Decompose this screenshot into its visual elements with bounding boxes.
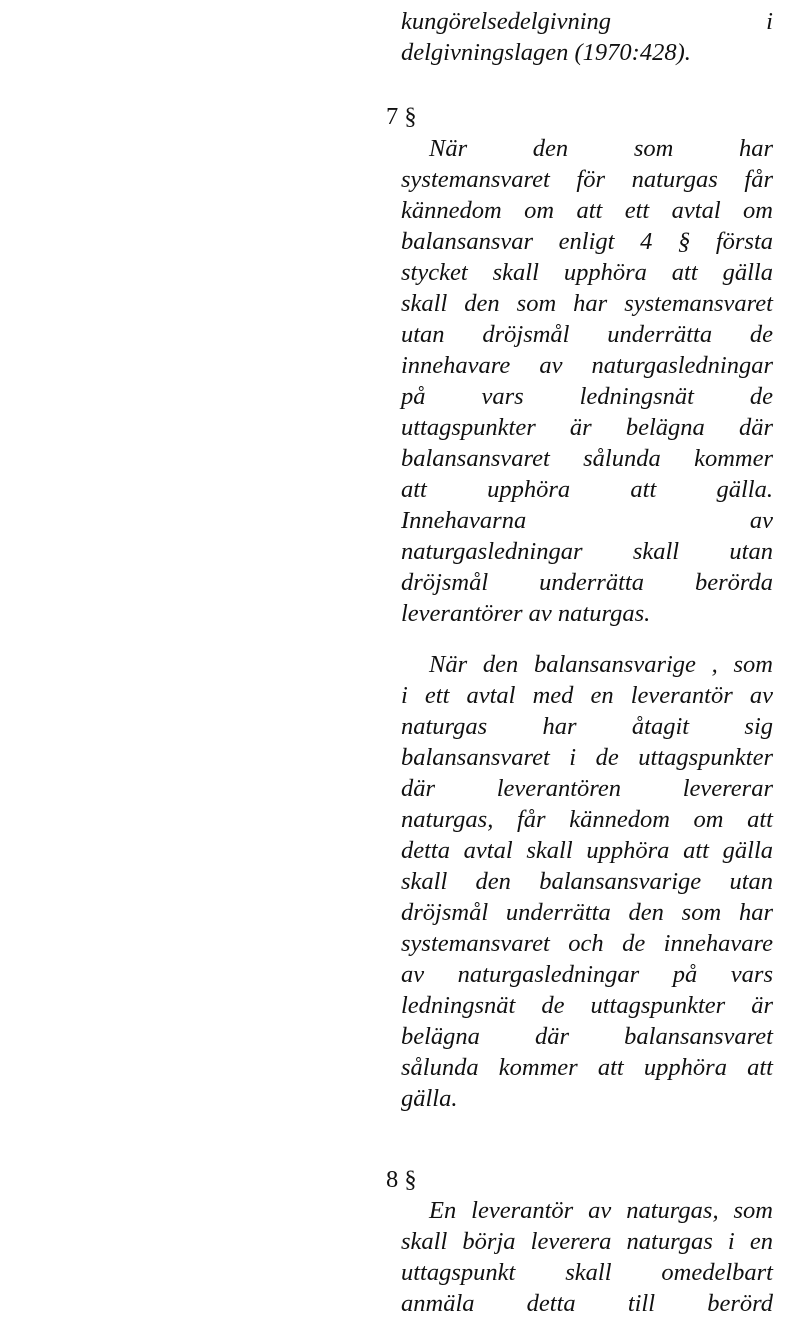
section-number-7: 7 § [386,103,417,130]
text-line: i ett avtal med en leverantör av [401,682,773,709]
text-line: balansansvaret sålunda kommer [401,445,773,472]
text-line: kungörelsedelgivning i [401,8,773,35]
text-line: En leverantör av naturgas, som [429,1197,773,1224]
section-7-paragraph-1 [401,133,773,629]
text-line: Innehavarna av [401,507,773,534]
text-line: sålunda kommer att upphöra att [401,1054,773,1081]
text-line: uttagspunkt skall omedelbart [401,1259,773,1286]
text-line: detta avtal skall upphöra att gälla [401,837,773,864]
text-line: på vars ledningsnät de [401,383,773,410]
text-line: När den balansansvarige , som [429,651,773,678]
text-line: balansansvar enligt 4 § första [401,228,773,255]
text-line: anmäla detta till berörd [401,1290,773,1317]
text-line: dröjsmål underrätta den som har [401,899,773,926]
text-line: naturgas, får kännedom om att [401,806,773,833]
text-line: kännedom om att ett avtal om [401,197,773,224]
text-line: utan dröjsmål underrätta de [401,321,773,348]
text-line: systemansvaret för naturgas får [401,166,773,193]
text-line: naturgasledningar skall utan [401,538,773,565]
text-line: skall börja leverera naturgas i en [401,1228,773,1255]
text-line: ledningsnät de uttagspunkter är [401,992,773,1019]
text-line: skall den balansansvarige utan [401,868,773,895]
text-line: belägna där balansansvaret [401,1023,773,1050]
section-number-8: 8 § [386,1166,417,1193]
text-line: leverantörer av naturgas. [401,600,651,627]
text-line: att upphöra att gälla. [401,476,773,503]
text-line: systemansvaret och de innehavare [401,930,773,957]
text-line: skall den som har systemansvaret [401,290,773,317]
text-line: av naturgasledningar på vars [401,961,773,988]
text-line: gälla. [401,1085,458,1112]
text-line: innehavare av naturgasledningar [401,352,773,379]
text-line: stycket skall upphöra att gälla [401,259,773,286]
text-line: dröjsmål underrätta berörda [401,569,773,596]
text-line: uttagspunkter är belägna där [401,414,773,441]
intro-text [401,6,773,68]
section-7-paragraph-2 [401,649,773,1114]
text-line: naturgas har åtagit sig [401,713,773,740]
text-line: När den som har [429,135,773,162]
section-8-paragraph-1 [401,1195,773,1319]
text-line: balansansvaret i de uttagspunkter [401,744,773,771]
text-line: där leverantören levererar [401,775,773,802]
text-line: delgivningslagen (1970:428). [401,39,691,66]
